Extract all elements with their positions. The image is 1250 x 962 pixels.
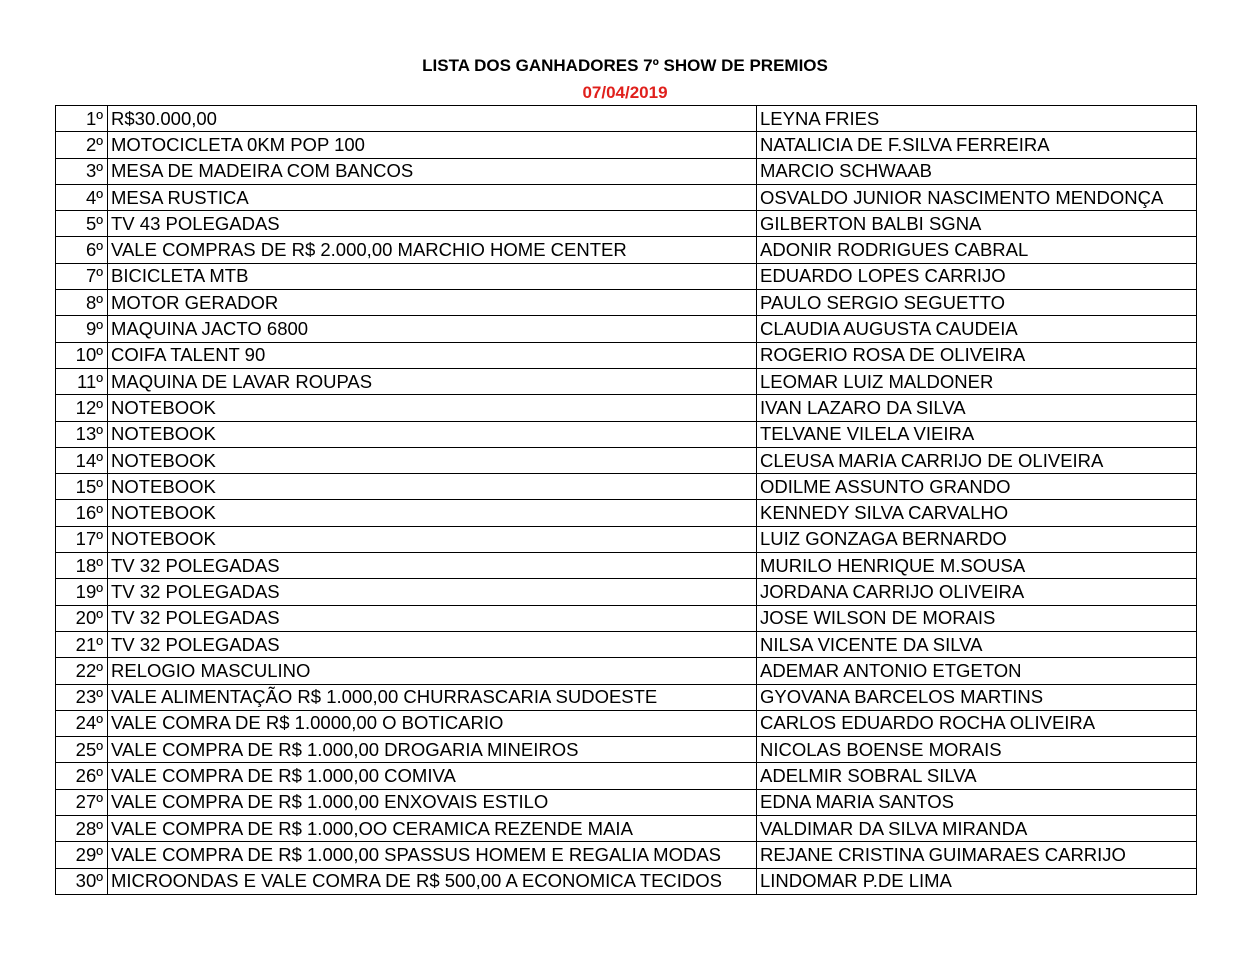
position-cell: 28º [56, 816, 108, 842]
prize-cell: R$30.000,00 [108, 106, 757, 132]
position-cell: 9º [56, 316, 108, 342]
winner-cell: ROGERIO ROSA DE OLIVEIRA [757, 342, 1197, 368]
prize-cell: MESA DE MADEIRA COM BANCOS [108, 158, 757, 184]
winner-cell: CLAUDIA AUGUSTA CAUDEIA [757, 316, 1197, 342]
position-cell: 6º [56, 237, 108, 263]
document-date: 07/04/2019 [582, 83, 668, 102]
winner-cell: LUIZ GONZAGA BERNARDO [757, 526, 1197, 552]
position-cell: 1º [56, 106, 108, 132]
winners-table-body [56, 106, 1197, 895]
position-cell: 18º [56, 553, 108, 579]
table-row [56, 737, 1197, 763]
prize-cell: VALE ALIMENTAÇÃO R$ 1.000,00 CHURRASCARIA SUDOESTE [108, 684, 757, 710]
winner-cell: MARCIO SCHWAAB [757, 158, 1197, 184]
position-cell: 13º [56, 421, 108, 447]
prize-cell: VALE COMPRA DE R$ 1.000,00 SPASSUS HOMEM E REGALIA MODAS [108, 842, 757, 868]
winner-cell: NILSA VICENTE DA SILVA [757, 631, 1197, 657]
winner-cell: EDNA MARIA SANTOS [757, 789, 1197, 815]
prize-cell: VALE COMPRA DE R$ 1.000,OO CERAMICA REZENDE MAIA [108, 816, 757, 842]
position-cell: 14º [56, 447, 108, 473]
table-row [56, 421, 1197, 447]
winner-cell: LEYNA FRIES [757, 106, 1197, 132]
table-row [56, 158, 1197, 184]
winner-cell: CARLOS EDUARDO ROCHA OLIVEIRA [757, 710, 1197, 736]
position-cell: 15º [56, 474, 108, 500]
prize-cell: VALE COMPRAS DE R$ 2.000,00 MARCHIO HOME CENTER [108, 237, 757, 263]
prize-cell: NOTEBOOK [108, 474, 757, 500]
position-cell: 5º [56, 211, 108, 237]
table-row [56, 789, 1197, 815]
winner-cell: CLEUSA MARIA CARRIJO DE OLIVEIRA [757, 447, 1197, 473]
winner-cell: TELVANE VILELA VIEIRA [757, 421, 1197, 447]
position-cell: 17º [56, 526, 108, 552]
winner-cell: KENNEDY SILVA CARVALHO [757, 500, 1197, 526]
prize-cell: MOTOR GERADOR [108, 290, 757, 316]
table-row [56, 290, 1197, 316]
position-cell: 29º [56, 842, 108, 868]
prize-cell: TV 43 POLEGADAS [108, 211, 757, 237]
winner-cell: ODILME ASSUNTO GRANDO [757, 474, 1197, 500]
table-row [56, 342, 1197, 368]
prize-cell: TV 32 POLEGADAS [108, 605, 757, 631]
prize-cell: NOTEBOOK [108, 421, 757, 447]
table-row [56, 868, 1197, 894]
table-row [56, 263, 1197, 289]
position-cell: 16º [56, 500, 108, 526]
position-cell: 4º [56, 184, 108, 210]
table-row [56, 553, 1197, 579]
position-cell: 10º [56, 342, 108, 368]
table-row [56, 605, 1197, 631]
prize-cell: VALE COMPRA DE R$ 1.000,00 DROGARIA MINEIROS [108, 737, 757, 763]
prize-cell: NOTEBOOK [108, 395, 757, 421]
table-row [56, 474, 1197, 500]
prize-cell: BICICLETA MTB [108, 263, 757, 289]
table-row [56, 500, 1197, 526]
winner-cell: MURILO HENRIQUE M.SOUSA [757, 553, 1197, 579]
table-row [56, 368, 1197, 394]
position-cell: 20º [56, 605, 108, 631]
table-row [56, 631, 1197, 657]
position-cell: 24º [56, 710, 108, 736]
winner-cell: LEOMAR LUIZ MALDONER [757, 368, 1197, 394]
prize-cell: MAQUINA JACTO 6800 [108, 316, 757, 342]
prize-cell: VALE COMPRA DE R$ 1.000,00 ENXOVAIS ESTILO [108, 789, 757, 815]
table-row [56, 316, 1197, 342]
winner-cell: GYOVANA BARCELOS MARTINS [757, 684, 1197, 710]
position-cell: 11º [56, 368, 108, 394]
table-row [56, 447, 1197, 473]
table-row [56, 184, 1197, 210]
position-cell: 8º [56, 290, 108, 316]
prize-cell: MAQUINA DE LAVAR ROUPAS [108, 368, 757, 394]
winner-cell: NATALICIA DE F.SILVA FERREIRA [757, 132, 1197, 158]
prize-cell: VALE COMRA DE R$ 1.0000,00 O BOTICARIO [108, 710, 757, 736]
prize-cell: NOTEBOOK [108, 500, 757, 526]
prize-cell: NOTEBOOK [108, 447, 757, 473]
table-row [56, 763, 1197, 789]
winner-cell: OSVALDO JUNIOR NASCIMENTO MENDONÇA [757, 184, 1197, 210]
prize-cell: MOTOCICLETA 0KM POP 100 [108, 132, 757, 158]
winner-cell: PAULO SERGIO SEGUETTO [757, 290, 1197, 316]
table-row [56, 395, 1197, 421]
winner-cell: ADONIR RODRIGUES CABRAL [757, 237, 1197, 263]
winner-cell: VALDIMAR DA SILVA MIRANDA [757, 816, 1197, 842]
position-cell: 19º [56, 579, 108, 605]
winner-cell: ADELMIR SOBRAL SILVA [757, 763, 1197, 789]
table-row [56, 816, 1197, 842]
table-row [56, 106, 1197, 132]
position-cell: 27º [56, 789, 108, 815]
position-cell: 25º [56, 737, 108, 763]
winner-cell: NICOLAS BOENSE MORAIS [757, 737, 1197, 763]
table-row [56, 710, 1197, 736]
winner-cell: REJANE CRISTINA GUIMARAES CARRIJO [757, 842, 1197, 868]
prize-cell: MESA RUSTICA [108, 184, 757, 210]
position-cell: 2º [56, 132, 108, 158]
position-cell: 21º [56, 631, 108, 657]
position-cell: 30º [56, 868, 108, 894]
winner-cell: ADEMAR ANTONIO ETGETON [757, 658, 1197, 684]
position-cell: 22º [56, 658, 108, 684]
prize-cell: VALE COMPRA DE R$ 1.000,00 COMIVA [108, 763, 757, 789]
table-row [56, 526, 1197, 552]
position-cell: 23º [56, 684, 108, 710]
winner-cell: LINDOMAR P.DE LIMA [757, 868, 1197, 894]
prize-cell: NOTEBOOK [108, 526, 757, 552]
winner-cell: EDUARDO LOPES CARRIJO [757, 263, 1197, 289]
winner-cell: IVAN LAZARO DA SILVA [757, 395, 1197, 421]
prize-cell: COIFA TALENT 90 [108, 342, 757, 368]
position-cell: 3º [56, 158, 108, 184]
prize-cell: TV 32 POLEGADAS [108, 579, 757, 605]
winner-cell: JORDANA CARRIJO OLIVEIRA [757, 579, 1197, 605]
position-cell: 26º [56, 763, 108, 789]
table-row [56, 842, 1197, 868]
position-cell: 7º [56, 263, 108, 289]
prize-cell: TV 32 POLEGADAS [108, 631, 757, 657]
table-row [56, 658, 1197, 684]
table-row [56, 211, 1197, 237]
winner-cell: JOSE WILSON DE MORAIS [757, 605, 1197, 631]
prize-cell: MICROONDAS E VALE COMRA DE R$ 500,00 A ECONOMICA TECIDOS [108, 868, 757, 894]
winners-table [55, 105, 1197, 895]
prize-cell: TV 32 POLEGADAS [108, 553, 757, 579]
winner-cell: GILBERTON BALBI SGNA [757, 211, 1197, 237]
table-row [56, 684, 1197, 710]
table-row [56, 579, 1197, 605]
table-row [56, 132, 1197, 158]
prize-cell: RELOGIO MASCULINO [108, 658, 757, 684]
position-cell: 12º [56, 395, 108, 421]
table-row [56, 237, 1197, 263]
document-title: LISTA DOS GANHADORES 7º SHOW DE PREMIOS [422, 56, 828, 75]
